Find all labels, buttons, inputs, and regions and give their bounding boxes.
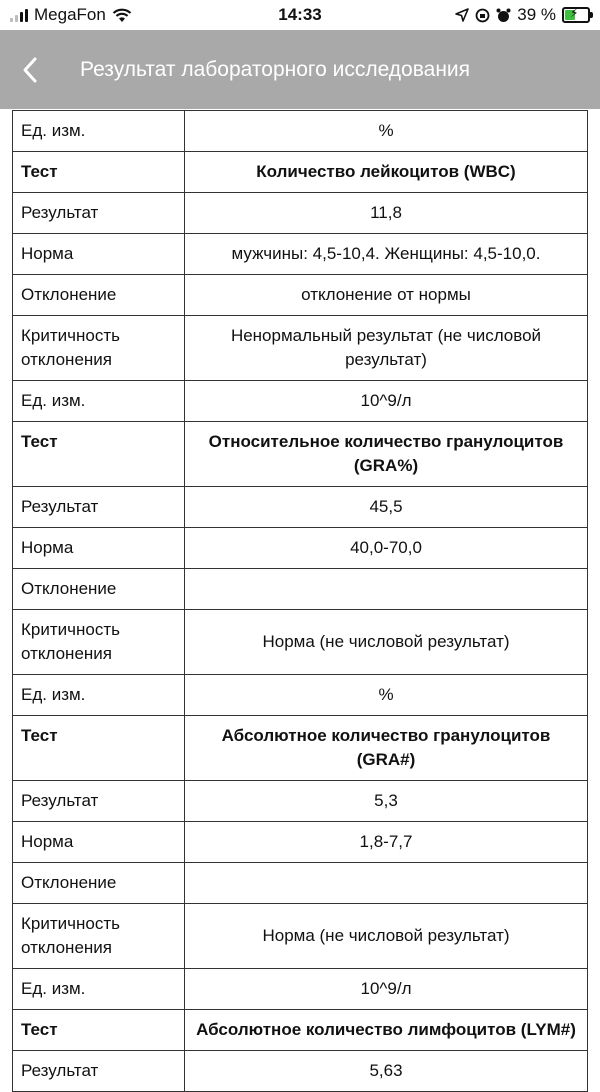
battery-percent: 39 % xyxy=(517,5,556,24)
row-value: 40,0-70,0 xyxy=(185,528,588,569)
table-row xyxy=(13,822,588,863)
orientation-lock-icon xyxy=(475,8,490,23)
row-label: Критичность отклонения xyxy=(13,610,185,675)
battery-icon: ⚡ xyxy=(562,7,590,23)
row-value: 10^9/л xyxy=(185,969,588,1010)
test-name: Количество лейкоцитов (WBC) xyxy=(185,152,588,193)
status-bar xyxy=(0,0,600,30)
row-value: Норма (не числовой результат) xyxy=(185,610,588,675)
row-value: % xyxy=(185,111,588,152)
row-value xyxy=(185,863,588,904)
row-label: Результат xyxy=(13,193,185,234)
alarm-icon xyxy=(496,8,511,23)
row-label: Тест xyxy=(13,422,185,487)
status-right xyxy=(455,5,590,25)
row-label: Ед. изм. xyxy=(13,381,185,422)
carrier-name: MegaFon xyxy=(34,5,106,24)
row-value: 5,3 xyxy=(185,781,588,822)
table-row xyxy=(13,381,588,422)
test-header-row xyxy=(13,1010,588,1051)
row-label: Отклонение xyxy=(13,863,185,904)
clock: 14:33 xyxy=(278,5,322,24)
test-name: Абсолютное количество лимфоцитов (LYM#) xyxy=(185,1010,588,1051)
row-label: Отклонение xyxy=(13,569,185,610)
row-value: 10^9/л xyxy=(185,381,588,422)
row-label: Тест xyxy=(13,716,185,781)
row-label: Ед. изм. xyxy=(13,675,185,716)
page-title: Результат лабораторного исследования xyxy=(80,57,471,81)
table-row xyxy=(13,675,588,716)
results-table-container[interactable] xyxy=(12,110,588,1080)
row-label: Норма xyxy=(13,822,185,863)
table-row xyxy=(13,781,588,822)
row-label: Результат xyxy=(13,781,185,822)
row-label: Результат xyxy=(13,487,185,528)
row-value: 45,5 xyxy=(185,487,588,528)
row-value: 1,8-7,7 xyxy=(185,822,588,863)
row-value: Норма (не числовой результат) xyxy=(185,904,588,969)
table-row xyxy=(13,610,588,675)
row-label: Отклонение xyxy=(13,275,185,316)
row-label: Результат xyxy=(13,1051,185,1092)
row-label: Ед. изм. xyxy=(13,969,185,1010)
table-row xyxy=(13,969,588,1010)
results-table xyxy=(12,110,588,1092)
chevron-left-icon xyxy=(22,57,38,83)
back-button[interactable] xyxy=(0,30,60,109)
test-header-row xyxy=(13,716,588,781)
row-label: Норма xyxy=(13,528,185,569)
table-row xyxy=(13,275,588,316)
row-value: мужчины: 4,5-10,4. Женщины: 4,5-10,0. xyxy=(185,234,588,275)
table-row xyxy=(13,487,588,528)
table-row xyxy=(13,904,588,969)
table-row xyxy=(13,234,588,275)
test-name: Относительное количество гранулоцитов (GRA%) xyxy=(185,422,588,487)
row-value: 11,8 xyxy=(185,193,588,234)
row-label: Тест xyxy=(13,152,185,193)
table-row xyxy=(13,1051,588,1092)
table-row xyxy=(13,316,588,381)
row-value: % xyxy=(185,675,588,716)
row-label: Критичность отклонения xyxy=(13,316,185,381)
test-name: Абсолютное количество гранулоцитов (GRA#) xyxy=(185,716,588,781)
row-label: Ед. изм. xyxy=(13,111,185,152)
table-row xyxy=(13,193,588,234)
row-label: Норма xyxy=(13,234,185,275)
row-value xyxy=(185,569,588,610)
table-row xyxy=(13,528,588,569)
row-label: Критичность отклонения xyxy=(13,904,185,969)
table-row xyxy=(13,569,588,610)
test-header-row xyxy=(13,152,588,193)
table-row xyxy=(13,863,588,904)
row-label: Тест xyxy=(13,1010,185,1051)
test-header-row xyxy=(13,422,588,487)
row-value: отклонение от нормы xyxy=(185,275,588,316)
row-value: 5,63 xyxy=(185,1051,588,1092)
location-arrow-icon xyxy=(455,8,469,22)
table-row xyxy=(13,111,588,152)
row-value: Ненормальный результат (не числовой результат) xyxy=(185,316,588,381)
app-header xyxy=(0,30,600,109)
